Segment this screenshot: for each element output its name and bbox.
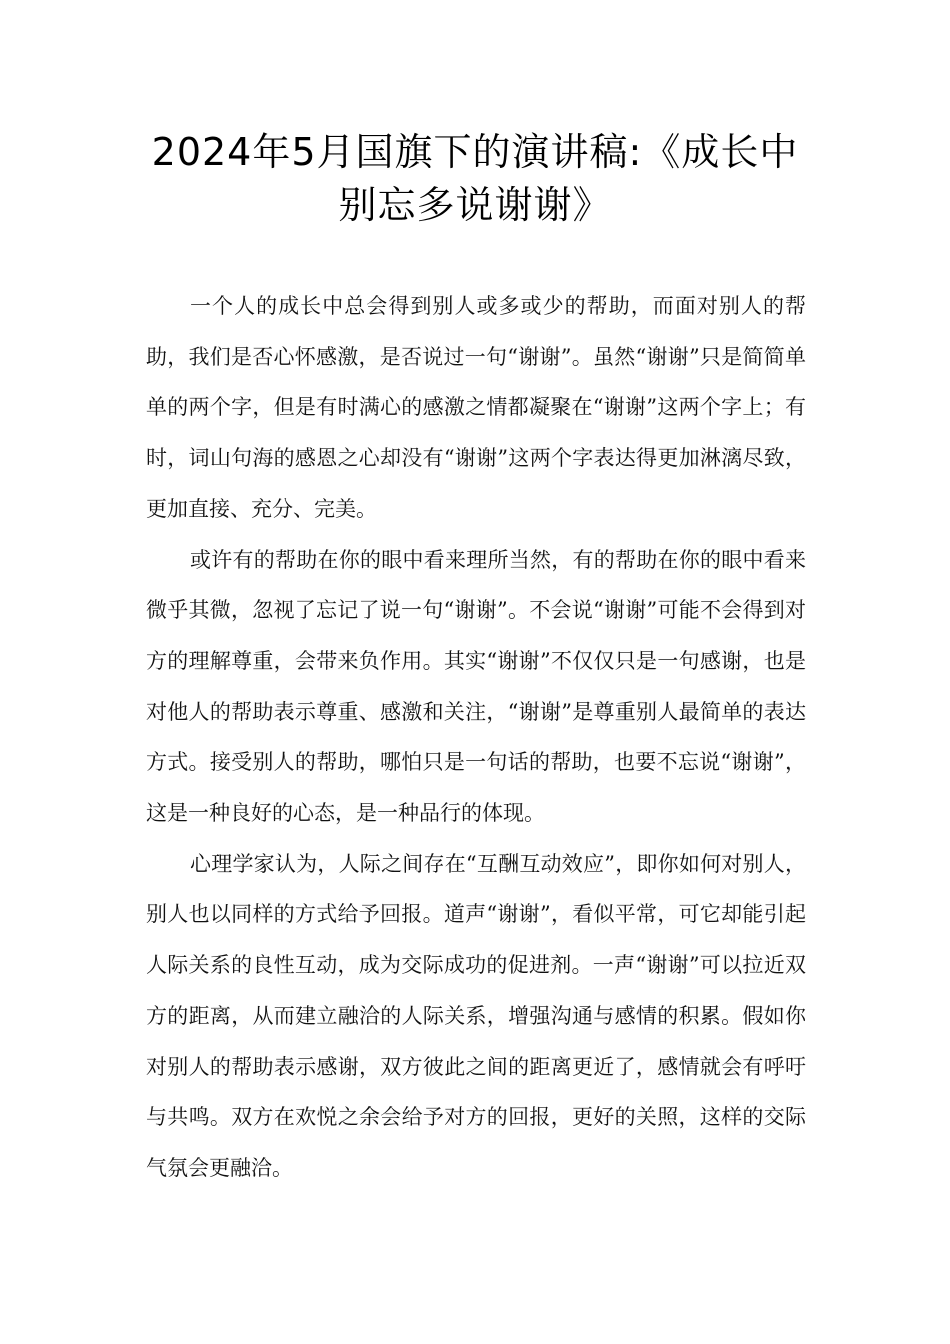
document-body [146,281,806,1194]
paragraph-3: 心理学家认为，人际之间存在“互酬互动效应”，即你如何对别人，别人也以同样的方式给予回报。道声“谢谢”，看似平常，可它却能引起人际关系的良性互动，成为交际成功的促进剂。一声“谢谢”可以拉近双方的距离，从而建立融洽的人际关系，增强沟通与感情的积累。假如你对别人的帮助表示感谢，双方彼此之间的距离更近了，感情就会有呼吁与共鸣。双方在欢悦之余会给予对方的回报，更好的关照，这样的交际气氛会更融洽。 [146,851,806,1180]
paragraph-1: 一个人的成长中总会得到别人或多或少的帮助，而面对别人的帮助，我们是否心怀感激，是否说过一句“谢谢”。虽然“谢谢”只是简简单单的两个字，但是有时满心的感激之情都凝聚在“谢谢”这两个字上；有时，词山句海的感恩之心却没有“谢谢”这两个字表达得更加淋漓尽致，更加直接、充分、完美。 [146,294,806,521]
paragraph-2: 或许有的帮助在你的眼中看来理所当然，有的帮助在你的眼中看来微乎其微，忽视了忘记了说一句“谢谢”。不会说“谢谢”可能不会得到对方的理解尊重，会带来负作用。其实“谢谢”不仅仅只是一句感谢，也是对他人的帮助表示尊重、感激和关注，“谢谢”是尊重别人最简单的表达方式。接受别人的帮助，哪怕只是一句话的帮助，也要不忘说“谢谢”，这是一种良好的心态，是一种品行的体现。 [146,547,806,826]
title-line-2: 别忘多说谢谢》 [338,183,612,227]
title-line-1: 2024年5月国旗下的演讲稿:《成长中 [151,130,799,174]
document-title [120,126,830,232]
